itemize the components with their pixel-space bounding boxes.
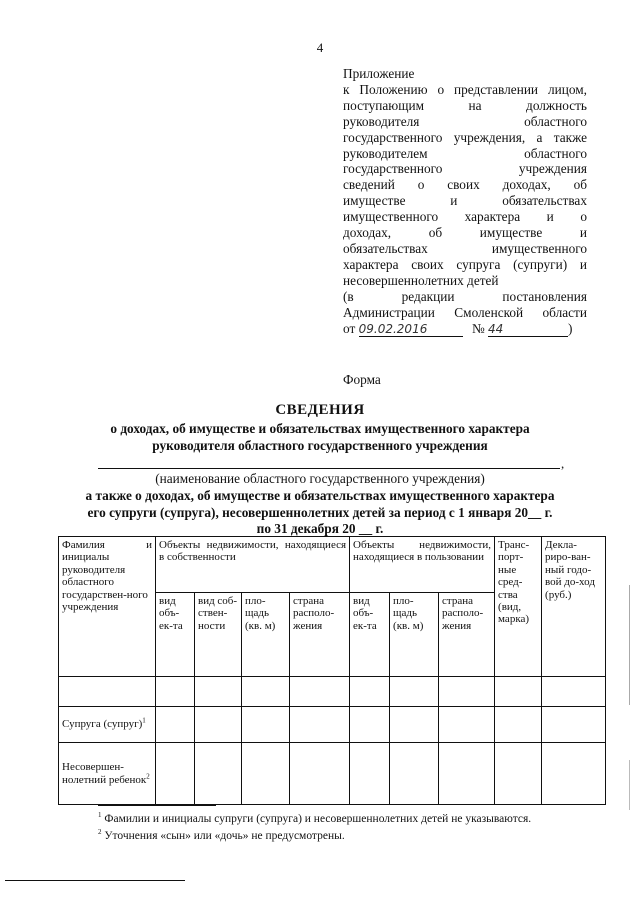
- header-used-property: Объекты недвижимости, находящиеся в пользовании: [350, 537, 495, 593]
- header-owned-property: Объекты недвижимости, находящиеся в собственности: [156, 537, 350, 593]
- footnote-2: [98, 830, 345, 842]
- table-cell[interactable]: [439, 677, 495, 707]
- subtitle-line: а также о доходах, об имуществе и обязательствах имущественного характера: [85, 488, 555, 503]
- footnote-mark: 1: [142, 716, 146, 725]
- page-number: 4: [316, 40, 324, 55]
- scan-edge-line: [629, 585, 630, 705]
- table-row: [59, 743, 606, 805]
- subheader-owned-area: пло-щадь (кв. м): [242, 593, 290, 677]
- footnote-1: [98, 813, 531, 825]
- footnote-mark: 2: [146, 771, 150, 780]
- table-row: [59, 677, 606, 707]
- institution-name-blank[interactable]: [98, 468, 560, 469]
- row-label-text: Несовершен-нолетний ребенок: [62, 761, 147, 786]
- number-label: №: [471, 320, 485, 336]
- amendment-reference: [343, 321, 587, 337]
- table-row: [59, 707, 606, 743]
- subheader-used-country: страна располо-жения: [439, 593, 495, 677]
- subheader-used-object-type: вид объ-ек-та: [350, 593, 390, 677]
- appendix-line: поступающим на должность: [343, 97, 587, 113]
- table-cell[interactable]: [195, 707, 242, 743]
- table-cell[interactable]: [350, 707, 390, 743]
- blank-comma: ,: [561, 456, 565, 471]
- appendix-line: характера своих супруга (супруги) и: [343, 256, 587, 272]
- table-cell[interactable]: [290, 707, 350, 743]
- appendix-line: (в редакции постановления: [343, 288, 587, 304]
- document-title: СВЕДЕНИЯ: [275, 402, 365, 418]
- subheader-owned-country: страна располо-жения: [290, 593, 350, 677]
- amendment-number: 44: [488, 323, 568, 337]
- table-cell[interactable]: [495, 743, 542, 805]
- table-cell[interactable]: [156, 677, 195, 707]
- appendix-line: имуществе и обязательствах: [343, 193, 587, 209]
- table-cell[interactable]: [542, 677, 606, 707]
- appendix-line: Администрации Смоленской области: [343, 304, 587, 320]
- table-cell[interactable]: [195, 677, 242, 707]
- table-cell[interactable]: [242, 677, 290, 707]
- appendix-line: государственного учреждения, а также: [343, 129, 587, 145]
- row-label[interactable]: [59, 677, 156, 707]
- appendix-line: имущественного характера и о: [343, 209, 587, 225]
- appendix-line: Приложение: [343, 66, 415, 81]
- subheader-used-area: пло-щадь (кв. м): [390, 593, 439, 677]
- appendix-line: руководителя областного: [343, 113, 587, 129]
- table-cell[interactable]: [350, 677, 390, 707]
- declaration-table: [58, 536, 606, 805]
- row-label-text: Супруга (супруг): [62, 718, 143, 731]
- closing-paren: ): [567, 320, 573, 336]
- footnote-mark: 2: [98, 828, 102, 837]
- appendix-line: государственного учреждения: [343, 161, 587, 177]
- subheader-ownership-type: вид соб-ствен-ности: [195, 593, 242, 677]
- table-cell[interactable]: [542, 707, 606, 743]
- appendix-line: несовершеннолетних детей: [343, 272, 499, 288]
- scan-edge-line: [629, 760, 630, 810]
- footnote-text: Фамилии и инициалы супруги (супруга) и несовершеннолетних детей не указываются.: [104, 813, 532, 825]
- table-cell[interactable]: [195, 743, 242, 805]
- row-label-spouse: [59, 707, 156, 743]
- amendment-date: 09.02.2016: [359, 323, 463, 337]
- institution-name-hint: (наименование областного государственного учреждения): [155, 471, 485, 486]
- footnote-mark: 1: [98, 811, 102, 820]
- appendix-line: к Положению о представлении лицом,: [343, 81, 587, 97]
- header-name-column: Фамилия и инициалы руководителя областного государствен-ного учреждения: [59, 537, 156, 677]
- table-cell[interactable]: [390, 743, 439, 805]
- appendix-line: сведений о своих доходах, об: [343, 177, 587, 193]
- table-cell[interactable]: [350, 743, 390, 805]
- subtitle-line: его супруги (супруга), несовершеннолетних детей за период с 1 января 20__ г.: [87, 505, 553, 520]
- header-transport: Транс-порт-ные сред-ства (вид, марка): [495, 537, 542, 677]
- appendix-line: руководителем областного: [343, 145, 587, 161]
- table-cell[interactable]: [542, 743, 606, 805]
- table-cell[interactable]: [242, 707, 290, 743]
- table-cell[interactable]: [390, 677, 439, 707]
- table-cell[interactable]: [290, 743, 350, 805]
- table-cell[interactable]: [156, 707, 195, 743]
- footnote-text: Уточнения «сын» или «дочь» не предусмотрены.: [104, 830, 345, 842]
- appendix-line: обязательствах имущественного: [343, 240, 587, 256]
- table-cell[interactable]: [290, 677, 350, 707]
- header-declared-income: Декла-риро-ван-ный годо-вой до-ход (руб.): [542, 537, 606, 677]
- subtitle-line: по 31 декабря 20 __ г.: [256, 521, 384, 536]
- appendix-block: [343, 66, 587, 337]
- subheader-owned-object-type: вид объ-ек-та: [156, 593, 195, 677]
- table-cell[interactable]: [495, 707, 542, 743]
- table-cell[interactable]: [242, 743, 290, 805]
- form-label: Форма: [343, 372, 381, 387]
- subtitle-line: руководителя областного государственного учреждения: [152, 438, 488, 453]
- from-label: от: [343, 320, 356, 336]
- footnote-divider: [98, 805, 216, 806]
- table-cell[interactable]: [495, 677, 542, 707]
- table-cell[interactable]: [439, 743, 495, 805]
- table-cell[interactable]: [390, 707, 439, 743]
- subtitle-line: о доходах, об имуществе и обязательствах имущественного характера: [110, 421, 530, 436]
- row-label-child: [59, 743, 156, 805]
- table-cell[interactable]: [156, 743, 195, 805]
- table-cell[interactable]: [439, 707, 495, 743]
- appendix-line: доходах, об имуществе и: [343, 225, 587, 241]
- bottom-divider: [5, 880, 185, 881]
